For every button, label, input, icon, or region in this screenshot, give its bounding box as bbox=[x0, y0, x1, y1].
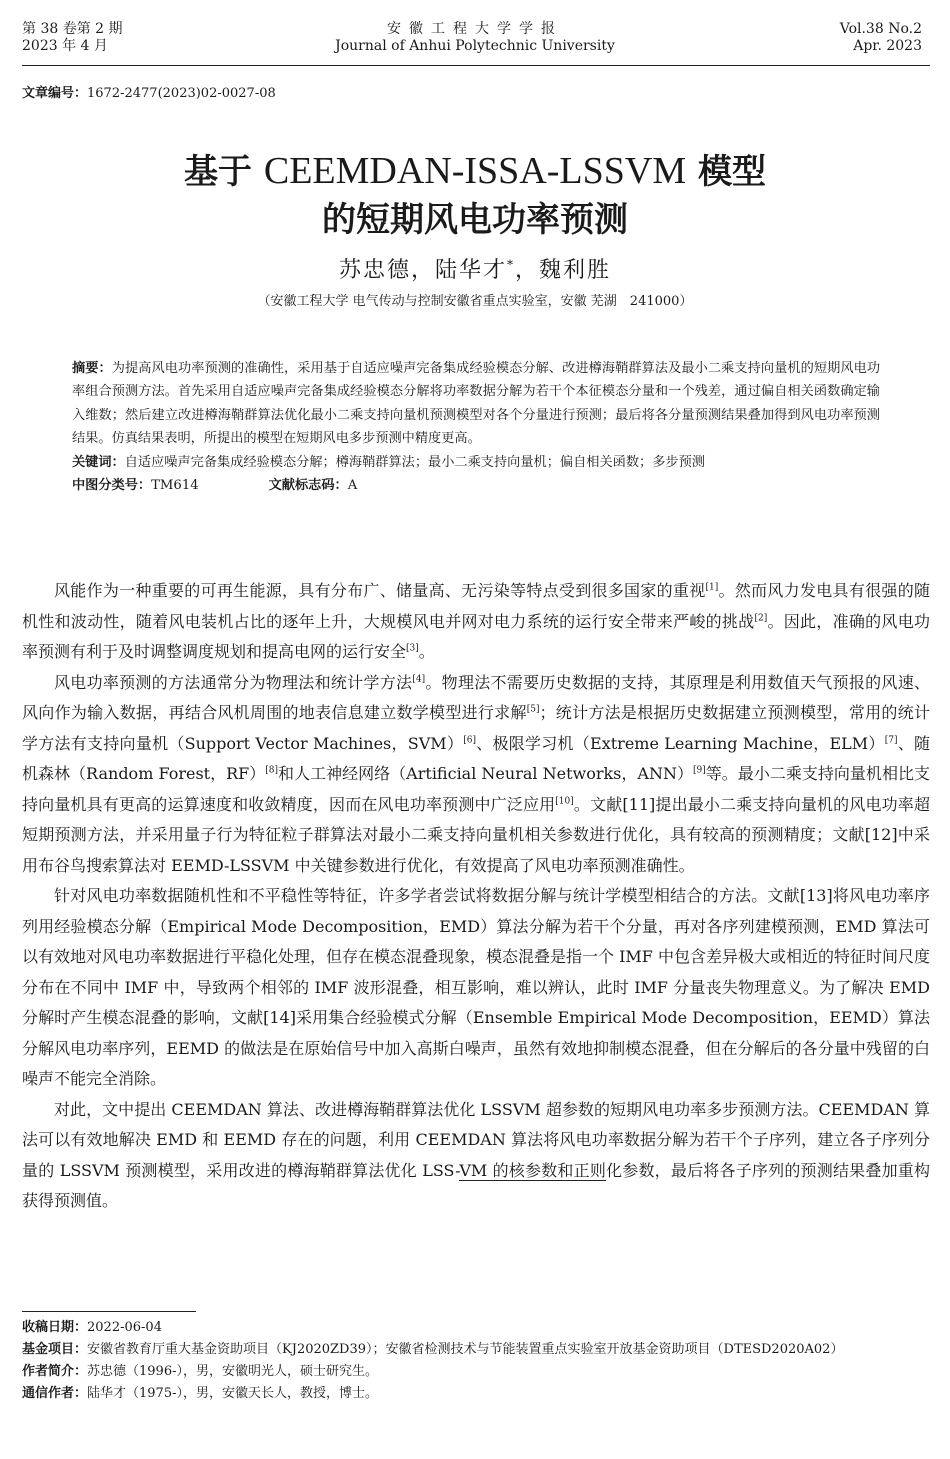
corresponding-mark: * bbox=[507, 257, 515, 272]
paragraph-4 bbox=[22, 1095, 930, 1217]
classification bbox=[72, 474, 880, 497]
journal-name-cn: 安徽工程大学学报 bbox=[387, 21, 563, 37]
citation-1: [1] bbox=[705, 582, 719, 593]
article-number bbox=[22, 82, 276, 101]
p2-text-h: 。文献[11]提出最小二乘支持向量机的风电功率超短期预测方法，并采用量子行为特征粒子群算法对最小二乘支持向量机相关参数进行优化，具有较高的预测精度；文献[12]中采用布谷鸟搜索算法对 EEMD-LSSVM 中关键参数进行优化，有效提高了风电功率预测准确性。 bbox=[22, 794, 930, 875]
fund-label: 基金项目： bbox=[22, 1342, 88, 1357]
corresponding-author bbox=[22, 1384, 930, 1404]
journal-name-en: Journal of Anhui Polytechnic University bbox=[335, 38, 615, 54]
received-date bbox=[22, 1318, 930, 1338]
p2-text-g: 等。最小二乘支持向量机相比支持向量机具有更高的运算速度和收敛精度，因而在风电功率预测中广泛应用 bbox=[22, 764, 930, 814]
abstract-label: 摘要： bbox=[72, 361, 112, 376]
doc-code-label: 文献标志码： bbox=[268, 478, 348, 494]
header-date-en: Apr. 2023 bbox=[853, 38, 922, 54]
author-3: ，魏利胜 bbox=[515, 258, 612, 283]
received-label: 收稿日期： bbox=[22, 1320, 88, 1335]
keywords-text: 自适应噪声完备集成经验模态分解；樽海鞘群算法；最小二乘支持向量机；偏自相关函数；多步预测 bbox=[124, 454, 705, 470]
citation-8: [8] bbox=[265, 765, 279, 776]
abstract-block bbox=[72, 357, 880, 497]
citation-3: [3] bbox=[406, 643, 419, 654]
citation-9: [9] bbox=[693, 765, 706, 776]
corr-label: 通信作者： bbox=[22, 1386, 88, 1401]
header-volume-no: Vol.38 No.2 bbox=[839, 21, 922, 37]
citation-4: [4] bbox=[412, 674, 426, 685]
body-text bbox=[22, 576, 930, 1217]
p2-text-e: 、随机森林（Random Forest，RF） bbox=[22, 733, 930, 783]
title-prefix: 基于 bbox=[184, 152, 264, 192]
citation-5: [5] bbox=[526, 704, 540, 715]
clc-label: 中图分类号： bbox=[72, 478, 152, 494]
bio-value: 苏忠德（1996-），男，安徽明光人，硕士研究生。 bbox=[87, 1364, 378, 1379]
p1-text-d: 。 bbox=[418, 642, 435, 661]
header-volume-en bbox=[840, 21, 922, 55]
p2-text-f: 和人工神经网络（Artificial Neural Networks，ANN） bbox=[278, 764, 694, 783]
corr-value: 陆华才（1975-），男，安徽天长人，教授，博士。 bbox=[87, 1386, 378, 1401]
p4-text-b: 化参数，最后将各子序列的预测结果叠加重构获得预测值。 bbox=[22, 1160, 930, 1210]
header-volume-issue: 第 38 卷第 2 期 bbox=[22, 21, 123, 37]
footnotes bbox=[22, 1318, 930, 1406]
article-number-value: 1672-2477(2023)02-0027-08 bbox=[87, 86, 276, 101]
p4-underlined-text: VM 的核参数和正则 bbox=[459, 1160, 607, 1180]
title-line-2: 的短期风电功率预测 bbox=[322, 200, 628, 240]
p1-text-b: 。然而风力发电具有很强的随机性和波动性，随着风电装机占比的逐年上升，大规模风电并网对电力系统的运行安全带来严峻的挑战 bbox=[22, 581, 930, 631]
abstract bbox=[72, 357, 880, 451]
citation-6: [6] bbox=[463, 735, 476, 746]
citation-7: [7] bbox=[884, 735, 898, 746]
author-2: 陆华才 bbox=[434, 258, 507, 283]
received-value: 2022-06-04 bbox=[87, 1320, 162, 1335]
paragraph-1 bbox=[22, 576, 930, 668]
paragraph-3: 针对风电功率数据随机性和不平稳性等特征，许多学者尝试将数据分解与统计学模型相结合的方法。文献[13]将风电功率序列用经验模态分解（Empirical Mode Decomposition，EMD）算法分解为若干个分量，再对各序列建模预测，EMD 算法可以有效地对风电功率数据进行平稳化处理，但存在模态混叠现象，模态混叠是指一个 IMF 中包含差异极大或相近的特征时间尺度分布在不同中 IMF 中，导致两个相邻的 IMF 波形混叠，相互影响，难以辨认，此时 IMF 分量丧失物理意义。为了解决 EMD 分解时产生模态混叠的影响，文献[14]采用集合经验模式分解（Ensemble Empirical Mode Decomposition，EEMD）算法分解风电功率序列，EEMD 的做法是在原始信号中加入高斯白噪声，虽然有效地抑制模态混叠，但在分解后的各分量中残留的白噪声不能完全消除。 bbox=[22, 886, 930, 1088]
citation-10: [10] bbox=[555, 796, 574, 807]
p1-text-c: 。因此，准确的风电功率预测有利于及时调整调度规划和提高电网的运行安全 bbox=[22, 611, 930, 661]
p4-text-a: 对此，文中提出 CEEMDAN 算法、改进樽海鞘群算法优化 LSSVM 超参数的短期风电功率多步预测方法。CEEMDAN 算法可以有效地解决 EMD 和 EEMD 存在的问题，利用 CEEMDAN 算法将风电功率数据分解为若干个子序列，建立各子序列分量的 LSSVM 预测模型，采用改进的樽海鞘群算法优化 LSS- bbox=[22, 1099, 930, 1180]
p1-text-a: 风能作为一种重要的可再生能源，具有分布广、储量高、无污染等特点受到很多国家的重视 bbox=[54, 581, 706, 600]
p2-text-d: 、极限学习机（Extreme Learning Machine，ELM） bbox=[475, 733, 885, 753]
keywords-label: 关键词： bbox=[72, 454, 125, 470]
affiliation: （安徽工程大学 电气传动与控制安徽省重点实验室，安徽 芜湖 241000） bbox=[257, 294, 693, 309]
clc-value: TM614 bbox=[151, 478, 199, 494]
fund-value: 安徽省教育厅重大基金资助项目（KJ2020ZD39）；安徽省检测技术与节能装置重点实验室开放基金资助项目（DTESD2020A02） bbox=[87, 1342, 844, 1357]
paragraph-2 bbox=[22, 668, 930, 882]
footnote-rule bbox=[22, 1311, 196, 1312]
p2-text-a: 风电功率预测的方法通常分为物理法和统计学方法 bbox=[54, 672, 413, 692]
author-list bbox=[0, 253, 950, 284]
title-suffix: 模型 bbox=[686, 152, 766, 192]
article-number-label: 文章编号： bbox=[22, 86, 88, 101]
author-bio bbox=[22, 1362, 930, 1382]
p2-text-b: 。物理法不需要历史数据的支持，其原理是利用数值天气预报的风速、风向作为输入数据，再结合风机周围的地表信息建立数学模型进行求解 bbox=[22, 672, 930, 722]
citation-2: [2] bbox=[754, 613, 768, 624]
header-date: 2023 年 4 月 bbox=[22, 38, 108, 54]
author-1: 苏忠德， bbox=[338, 258, 435, 283]
title-model-name: CEEMDAN-ISSA-LSSVM bbox=[263, 150, 687, 192]
header-rule bbox=[22, 65, 930, 66]
fund-info bbox=[22, 1340, 930, 1360]
bio-label: 作者简介： bbox=[22, 1364, 88, 1379]
p2-text-c: ；统计方法是根据历史数据建立预测模型，常用的统计学方法有支持向量机（Support Vector Machines，SVM） bbox=[22, 703, 930, 753]
abstract-text: 为提高风电功率预测的准确性，采用基于自适应噪声完备集成经验模态分解、改进樽海鞘群算法及最小二乘支持向量机的短期风电功率组合预测方法。首先采用自适应噪声完备集成经验模态分解将功率数据分解为若干个本征模态分量和一个残差，通过偏自相关函数确定输入维数；然后建立改进樽海鞘群算法优化最小二乘支持向量机预测模型对各个分量进行预测；最后将各分量预测结果叠加得到风电功率预测结果。仿真结果表明，所提出的模型在短期风电多步预测中精度更高。 bbox=[72, 361, 881, 447]
title-line-1 bbox=[0, 148, 950, 195]
keywords bbox=[72, 451, 880, 474]
header-journal bbox=[0, 21, 950, 55]
doc-code-value: A bbox=[347, 478, 358, 494]
